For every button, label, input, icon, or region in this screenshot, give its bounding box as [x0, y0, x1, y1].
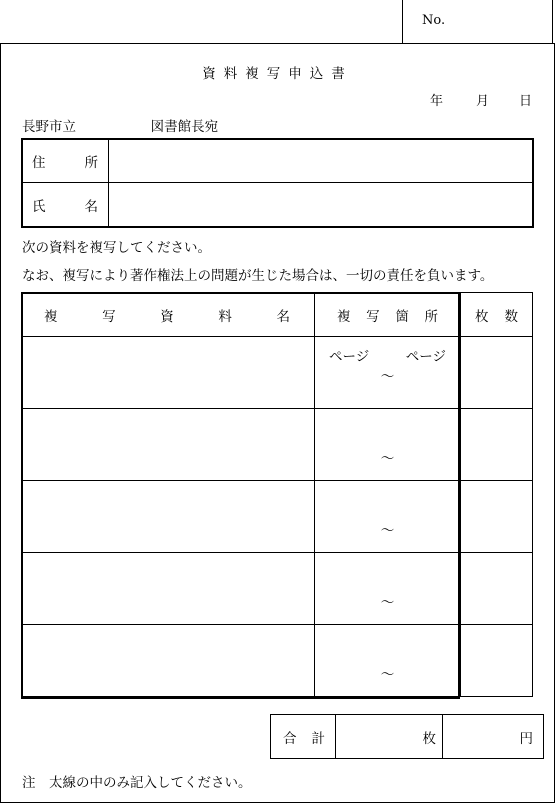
addressee — [22, 115, 218, 135]
applicant-table — [21, 138, 533, 227]
header-char: 料 — [218, 308, 232, 325]
table-row — [22, 481, 533, 553]
material-name-cell[interactable] — [22, 625, 315, 697]
header-material-name — [22, 293, 315, 337]
sheets-unit: 枚 — [422, 730, 436, 747]
date-day-label: 日 — [519, 94, 533, 109]
sheet-count-cell[interactable] — [461, 481, 533, 553]
material-name-cell[interactable] — [22, 337, 315, 409]
range-tilde: ～ — [380, 595, 395, 611]
addressee-library: 図書館長宛 — [150, 119, 219, 135]
table-row — [22, 409, 533, 481]
name-label: 氏 名 — [22, 183, 109, 227]
copy-range-cell[interactable] — [315, 481, 461, 553]
header-char: 枚 — [475, 308, 489, 325]
notice-line-2: なお、複写により著作権法上の問題が生じた場合は、一切の責任を負います。 — [22, 268, 494, 284]
number-label: No. — [422, 13, 446, 28]
range-tilde: ～ — [380, 523, 395, 539]
total-row — [271, 715, 544, 759]
material-name-cell[interactable] — [22, 481, 315, 553]
header-sheet-count — [461, 293, 533, 337]
header-char: 資 — [160, 308, 174, 325]
material-name-cell[interactable] — [22, 553, 315, 625]
address-field[interactable] — [109, 139, 533, 183]
sheet-count-cell[interactable] — [461, 337, 533, 409]
header-char: 合 — [283, 730, 297, 747]
table-row — [22, 625, 533, 697]
addressee-city: 長野市立 — [22, 119, 76, 135]
header-char: 複 — [44, 308, 58, 325]
sheet-count-cell[interactable] — [461, 625, 533, 697]
form-title: 資料複写申込書 — [202, 66, 353, 82]
sheet-count-cell[interactable] — [461, 409, 533, 481]
header-char: 数 — [504, 308, 518, 325]
table-row — [22, 337, 533, 409]
total-label — [271, 715, 336, 759]
copy-table — [21, 292, 533, 697]
range-tilde: ～ — [380, 369, 395, 385]
header-char: 箇 — [395, 308, 409, 325]
name-field[interactable] — [109, 183, 533, 227]
material-name-cell[interactable] — [22, 409, 315, 481]
total-table — [270, 714, 544, 759]
header-char: 名 — [276, 308, 290, 325]
table-row — [22, 553, 533, 625]
header-char: 所 — [424, 308, 438, 325]
total-sheets-field[interactable] — [336, 715, 443, 759]
header-char: 複 — [337, 308, 351, 325]
copy-range-cell[interactable] — [315, 409, 461, 481]
yen-unit: 円 — [519, 730, 533, 747]
total-yen-field[interactable] — [443, 715, 544, 759]
name-row — [22, 183, 533, 227]
copy-range-cell[interactable] — [315, 625, 461, 697]
date-year-label: 年 — [430, 94, 444, 109]
header-copy-range — [315, 293, 461, 337]
copy-range-cell[interactable] — [315, 337, 461, 409]
footnote: 注 太線の中のみ記入してください。 — [22, 775, 252, 791]
page-to-label: ページ — [405, 349, 446, 365]
header-char: 写 — [102, 308, 116, 325]
address-row — [22, 139, 533, 183]
copy-range-cell[interactable] — [315, 553, 461, 625]
header-char: 写 — [366, 308, 380, 325]
sheet-count-cell[interactable] — [461, 553, 533, 625]
page-from-label: ページ — [329, 349, 370, 365]
copy-table-header — [22, 293, 533, 337]
range-tilde: ～ — [380, 667, 395, 683]
notice-line-1: 次の資料を複写してください。 — [22, 240, 211, 256]
range-tilde: ～ — [380, 451, 395, 467]
header-char: 計 — [311, 730, 325, 747]
date-month-label: 月 — [476, 94, 490, 109]
address-label: 住 所 — [22, 139, 109, 183]
